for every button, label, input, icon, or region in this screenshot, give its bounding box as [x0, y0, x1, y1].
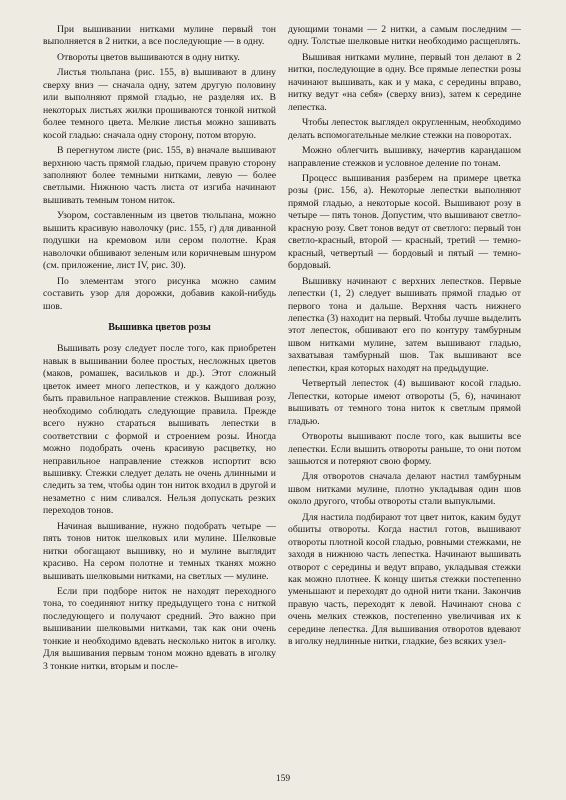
paragraph: Отвороты вышивают после того, как вышиты все лепестки. Если вышить отвороты раньше, то они потом зашьются и потеряют свою форму.	[288, 431, 521, 467]
paragraph: Листья тюльпана (рис. 155, в) вышивают в длину сверху вниз — сначала одну, затем другую половину или выполняют прямой гладью, не разделяя их. В некоторых листьях жилки прошиваются тонкой ниткой более темного цвета. Мелкие листья можно зашивать косой гладью: сначала одну сторону, потом вторую.	[43, 67, 276, 141]
section-heading: Вышивка цветов розы	[108, 321, 211, 333]
paragraph: Вышивать розу следует после того, как приобретен навык в вышивании более простых, несложных цветов (маков, ромашек, васильков и др.). Этот сложный цветок имеет много лепестков, и у каждого должно быть правильное направление стежков. Вышивая розу, необходимо соблюдать следующие правила. Прежде всего нужно стараться вышивать лепестки в соответствии с формой и строением розы. Иногда можно подобрать очень красивую расцветку, но неправильное направление стежков испортит всю вышивку. Стежки следует делать не очень длинными и следить за тем, чтобы один тон ниток входил в другой и незаметно с ним сливался. Нельзя допускать резких переходов тонов.	[43, 343, 276, 517]
paragraph: Узором, составленным из цветов тюльпана, можно вышить красивую наволочку (рис. 155, г) для диванной подушки на кремовом или сером полотне. Края наволочки обшивают зеленым или коричневым шнуром (см. приложение, лист IV, рис. 30).	[43, 210, 276, 272]
paragraph: Четвертый лепесток (4) вышивают косой гладью. Лепестки, которые имеют отвороты (5, 6), начинают вышивать от темного тона ниток к светлым прямой гладью.	[288, 378, 521, 427]
paragraph: Для настила подбирают тот цвет ниток, каким будут обшиты отвороты. Когда настил готов, вышивают отвороты плотной косой гладью, ровными стежками, не заходя в нижнюю часть лепестка. Начинают вышивать отворот с середины и ведут вправо, укладывая стежки как можно плотнее. К концу шитья стежки постепенно уменьшают и переходят до одной нити ткани. Закончив правую часть, переходят к левой. Начинают снова с очень мелких стежков, постепенно увеличивая их к середине лепестка. Для вышивания отворотов вдевают в иголку недлинные нитки, гладкие, без всяких узел-	[288, 511, 521, 648]
paragraph: Чтобы лепесток выглядел округленным, необходимо делать вспомогательные мелкие стежки на поворотах.	[288, 117, 521, 141]
left-column	[43, 24, 276, 676]
paragraph: Для отворотов сначала делают настил тамбурным швом нитками мулине, плотно укладывая один шов около другого, чтобы отвороты стали выпуклыми.	[288, 471, 521, 508]
paragraph: При вышивании нитками мулине первый тон выполняется в 2 нитки, а все последующие — в одну.	[43, 24, 276, 48]
paragraph: По элементам этого рисунка можно самим составить узор для дорожки, добавив какой-нибудь шов.	[43, 275, 276, 312]
paragraph: дующими тонами — 2 нитки, а самым последним — одну. Толстые шелковые нитки необходимо расщеплять.	[288, 24, 521, 48]
paragraph: Если при подборе ниток не находят переходного тона, то соединяют нитку предыдущего тона с ниткой последующего и получают средний. Это важно при вышивании шелковыми нитками, так как они очень тонкие и необходимо вдевать несколько ниток в иголку. Для вышивания первым тоном можно вдевать в иголку 3 тонкие нитки, вторым и после-	[43, 586, 276, 672]
paragraph: Начиная вышивание, нужно подобрать четыре — пять тонов ниток шелковых или мулине. Шелковые нитки обогащают вышивку, но и мулине выглядит красиво. На сером полотне и темных тканях можно вышивать шелковыми нитками, на светлых — мулине.	[43, 520, 276, 582]
right-column	[288, 24, 521, 652]
paragraph: В перегнутом листе (рис. 155, в) вначале вышивают верхнюю часть прямой гладью, причем правую сторону заполняют более темными нитками, левую — более светлыми. Нижнюю часть листа от изгиба начинают вышивать темным тоном ниток.	[43, 145, 276, 206]
paragraph: Вышивая нитками мулине, первый тон делают в 2 нитки, последующие в одну. Все прямые лепестки розы начинают вышивать, как и у мака, с середины вправо, нитку ведут «на себя» (сверху вниз), затем к середине лепестка.	[288, 51, 521, 113]
paragraph: Можно облегчить вышивку, начертив карандашом направление стежков и условное деление по тонам.	[288, 145, 521, 169]
page-number: 159	[275, 774, 291, 784]
paragraph: Отвороты цветов вышиваются в одну нитку.	[57, 51, 240, 63]
paragraph: Процесс вышивания разберем на примере цветка розы (рис. 156, а). Некоторые лепестки выполняют прямой гладью, а некоторые косой. Вышивают розу в четыре — пять тонов. Допустим, что вышивают светло-красную розу. Свет тонов ведут от светлого: первый тон светло-красный, второй — красный, третий — темно-красный, четвертый — бордовый и пятый — темно-бордовый.	[288, 172, 521, 272]
paragraph: Вышивку начинают с верхних лепестков. Первые лепестки (1, 2) следует вышивать прямой гладью от первого тона и дальше. Верхняя часть нижнего лепестка (3) находит на первый. Чтобы лучше выделить этот лепесток, обшивают его по контуру тамбурным швом нитками мулине, затем вышивают гладью, захватывая тамбурный шов. Так вышивают все лепестки, края которых находят на предыдущие.	[288, 275, 521, 374]
